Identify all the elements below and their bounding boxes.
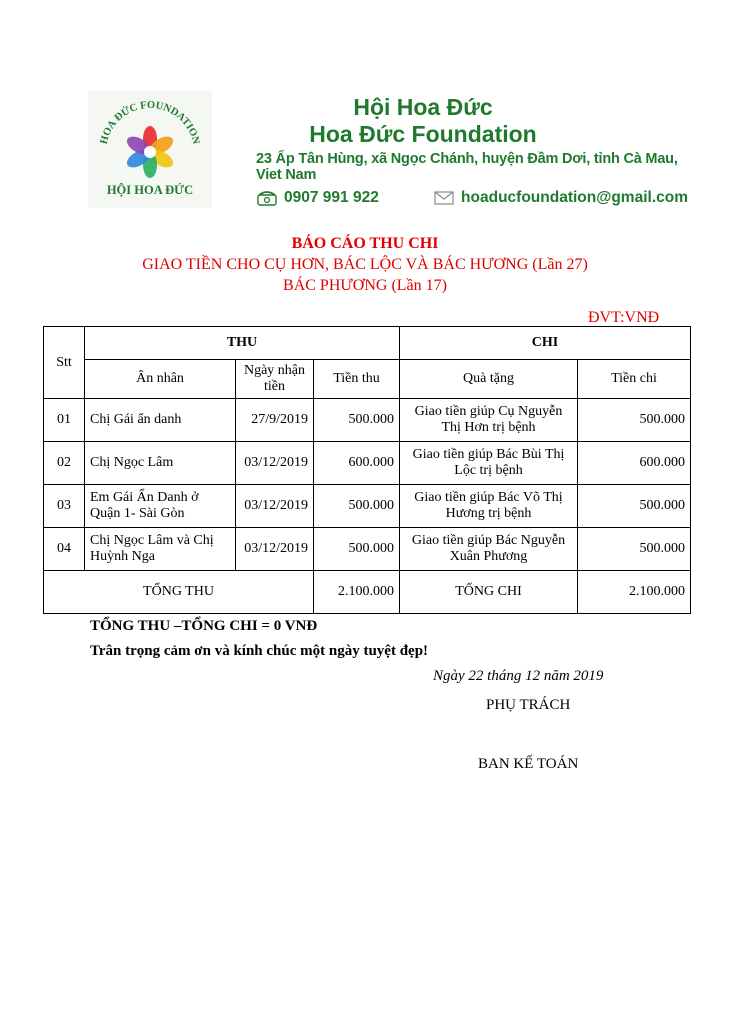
row-stt: 03 (44, 485, 85, 528)
row-income: 500.000 (314, 528, 400, 571)
row-donor: Chị Gái ẩn danh (85, 399, 236, 442)
org-address: 23 Ấp Tân Hùng, xã Ngọc Chánh, huyện Đầm Dơi, tỉnh Cà Mau, Viet Nam (256, 151, 678, 183)
date-column-header: Ngày nhận tiền (236, 360, 314, 399)
row-expense: 600.000 (578, 442, 691, 485)
org-email[interactable]: hoaducfoundation@gmail.com (461, 189, 688, 206)
total-income-value: 2.100.000 (314, 571, 400, 614)
org-phone[interactable]: 0907 991 922 (284, 189, 379, 206)
report-subtitle-1: GIAO TIỀN CHO CỤ HƠN, BÁC LỘC VÀ BÁC HƯƠNG (Lần 27) (142, 256, 588, 273)
income-column-header: Tiền thu (314, 360, 400, 399)
row-expense: 500.000 (578, 399, 691, 442)
total-expense-value: 2.100.000 (578, 571, 691, 614)
logo-center (144, 146, 156, 158)
mail-icon (433, 190, 455, 206)
table-row (44, 485, 691, 528)
row-expense: 500.000 (578, 528, 691, 571)
report-title-block (0, 234, 730, 296)
currency-unit: ĐVT:VNĐ (588, 309, 660, 326)
total-income-label: TỔNG THU (44, 571, 314, 614)
income-expense-table (43, 326, 691, 614)
row-gift: Giao tiền giúp Bác Võ Thị Hương trị bệnh (400, 485, 578, 528)
row-stt: 01 (44, 399, 85, 442)
thanks-note: Trân trọng cảm ơn và kính chúc một ngày tuyệt đẹp! (90, 643, 429, 659)
total-expense-label: TỔNG CHI (400, 571, 578, 614)
org-name-en: Hoa Đức Foundation (309, 121, 537, 147)
row-expense: 500.000 (578, 485, 691, 528)
row-stt: 04 (44, 528, 85, 571)
row-date: 27/9/2019 (236, 399, 314, 442)
org-name-vi: Hội Hoa Đức (353, 94, 493, 120)
row-donor: Em Gái Ẩn Danh ở Quận 1- Sài Gòn (85, 485, 236, 528)
row-income: 600.000 (314, 442, 400, 485)
report-date: Ngày 22 tháng 12 năm 2019 (433, 668, 604, 684)
row-date: 03/12/2019 (236, 485, 314, 528)
org-header (228, 94, 688, 207)
thu-header: THU (85, 327, 400, 360)
row-date: 03/12/2019 (236, 528, 314, 571)
flower-logo-icon (88, 90, 212, 208)
phone-icon (256, 190, 278, 206)
gift-column-header: Quà tặng (400, 360, 578, 399)
row-stt: 02 (44, 442, 85, 485)
logo-bottom-text: HỘI HOA ĐỨC (106, 183, 194, 197)
total-row (44, 571, 691, 614)
report-title: BÁO CÁO THU CHI (291, 235, 439, 252)
report-subtitle-2: BÁC PHƯƠNG (Lần 17) (283, 277, 447, 294)
row-income: 500.000 (314, 485, 400, 528)
row-date: 03/12/2019 (236, 442, 314, 485)
foundation-logo (88, 90, 212, 208)
table-row (44, 528, 691, 571)
chi-header: CHI (400, 327, 691, 360)
row-gift: Giao tiền giúp Bác Nguyễn Xuân Phương (400, 528, 578, 571)
row-gift: Giao tiền giúp Bác Bùi Thị Lộc trị bệnh (400, 442, 578, 485)
stt-header: Stt (44, 327, 85, 399)
donor-column-header: Ân nhân (85, 360, 236, 399)
logo-arc-text: HOA ĐỨC FOUNDATION (98, 99, 202, 146)
row-gift: Giao tiền giúp Cụ Nguyễn Thị Hơn trị bệnh (400, 399, 578, 442)
expense-column-header: Tiền chi (578, 360, 691, 399)
balance-summary: TỔNG THU –TỔNG CHI = 0 VNĐ (90, 618, 318, 634)
org-contact (256, 189, 688, 207)
table-row (44, 442, 691, 485)
row-donor: Chị Ngọc Lâm (85, 442, 236, 485)
signer-name: BAN KẾ TOÁN (478, 756, 579, 772)
table-row (44, 399, 691, 442)
signer-role: PHỤ TRÁCH (486, 697, 571, 713)
row-income: 500.000 (314, 399, 400, 442)
row-donor: Chị Ngọc Lâm và Chị Huỳnh Nga (85, 528, 236, 571)
